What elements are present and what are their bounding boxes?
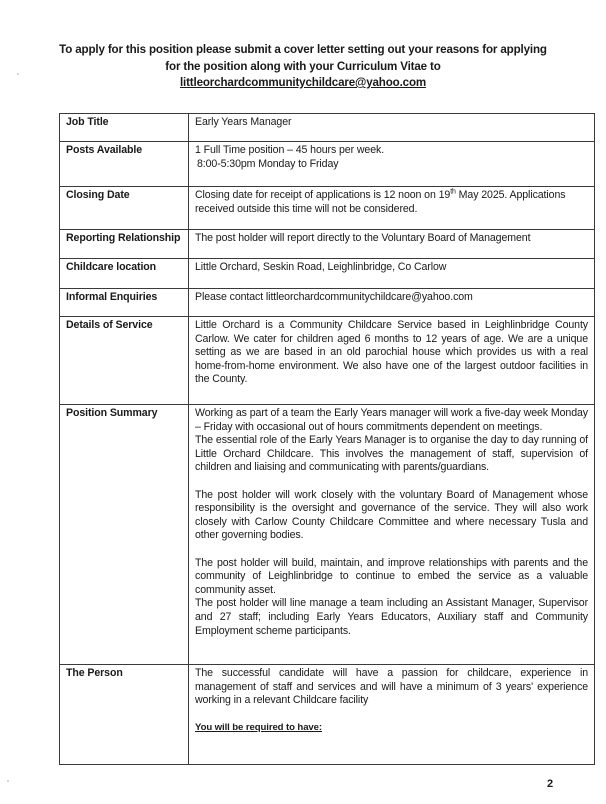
posts-line-2: 8:00-5:30pm Monday to Friday (197, 157, 339, 170)
row-value (189, 665, 595, 765)
requirements-heading: You will be required to have: (195, 722, 322, 734)
ordinal-suffix: th (450, 188, 456, 196)
table-row-the-person (60, 665, 595, 765)
row-label: Informal Enquiries (60, 289, 189, 317)
row-label: Childcare location (60, 259, 189, 289)
row-label: Position Summary (60, 405, 189, 665)
position-summary-paragraph: The post holder will work closely with the voluntary Board of Management whose responsibility is the oversight and governance of the service. They will also work closely with Carlow County Childcare Committee and where necessary Tusla and other governing bodies. (195, 488, 588, 542)
position-summary-paragraph: Working as part of a team the Early Years manager will work a five-day week Monday – Friday with occasional out of hours commitments dependent on meetings. (195, 407, 588, 433)
application-instructions (0, 42, 606, 92)
position-summary-paragraph: The essential role of the Early Years Manager is to organise the day to day running of Little Orchard Childcare. This involves the management of staff, supervision of children and liaising and communicating with parents/guardians. (195, 434, 588, 474)
application-email-link[interactable]: littleorchardcommunitychildcare@yahoo.com (179, 76, 427, 89)
position-summary-paragraph: The post holder will build, maintain, and improve relationships with parents and the community of Leighlinbridge to continue to embed the service as a valuable community asset. (195, 556, 588, 596)
childcare-location-value: Little Orchard, Seskin Road, Leighlinbridge, Co Carlow (195, 261, 447, 273)
requirements-heading-wrap (195, 721, 588, 735)
row-value (189, 142, 595, 187)
row-value (189, 187, 595, 230)
scan-artifact (17, 73, 19, 75)
table-row-details-of-service (60, 317, 595, 405)
closing-date-text (195, 189, 588, 216)
closing-date-text-part: Closing date for receipt of applications is 12 noon on 19 (195, 189, 451, 201)
table-row-childcare-location (60, 259, 595, 289)
posts-line-1: 1 Full Time position – 45 hours per week. (195, 144, 385, 156)
table-row-closing-date (60, 187, 595, 230)
row-label: Posts Available (60, 142, 189, 187)
scan-artifact (7, 780, 9, 782)
job-details-table (59, 113, 595, 765)
table-row-posts-available (60, 142, 595, 187)
details-of-service-paragraph: Little Orchard is a Community Childcare Service based in Leighlinbridge County Carlow. We cater for children aged 6 months to 12 years of age. We are a unique setting as we are based in an old parochial house which provides us with a real home-from-home environment. We also have one of the largest outdoor facilities in the County. (195, 319, 588, 386)
row-label: Details of Service (60, 317, 189, 405)
table-row-job-title (60, 114, 595, 142)
row-label: Reporting Relationship (60, 230, 189, 259)
row-label: The Person (60, 665, 189, 765)
row-value (189, 230, 595, 259)
job-title-value: Early Years Manager (195, 116, 292, 128)
table-row-reporting-relationship (60, 230, 595, 259)
row-value (189, 114, 595, 142)
position-summary-paragraph: The post holder will line manage a team including an Assistant Manager, Supervisor and 27 staff; including Early Years Educators, Auxiliary staff and Community Employment scheme participants. (195, 597, 588, 637)
the-person-paragraph: The successful candidate will have a passion for childcare, experience in management of staff and services and will have a minimum of 3 years' experience working in a relevant Childcare facility (195, 667, 588, 707)
row-value (189, 259, 595, 289)
reporting-relationship-value: The post holder will report directly to the Voluntary Board of Management (195, 232, 531, 244)
row-label: Job Title (60, 114, 189, 142)
closing-date-text-part: May 2025. Applications received outside this time will not be considered. (195, 189, 566, 215)
table-row-informal-enquiries (60, 289, 595, 317)
row-value (189, 405, 595, 665)
instructions-line-1: To apply for this position please submit a cover letter setting out your reasons for applying (59, 43, 547, 56)
table-row-position-summary (60, 405, 595, 665)
row-value (189, 289, 595, 317)
page-number: 2 (547, 778, 554, 790)
row-label: Closing Date (60, 187, 189, 230)
row-value (189, 317, 595, 405)
instructions-line-2: for the position along with your Curriculum Vitae to (165, 59, 441, 73)
informal-enquiries-value: Please contact littleorchardcommunitychildcare@yahoo.com (195, 291, 473, 303)
